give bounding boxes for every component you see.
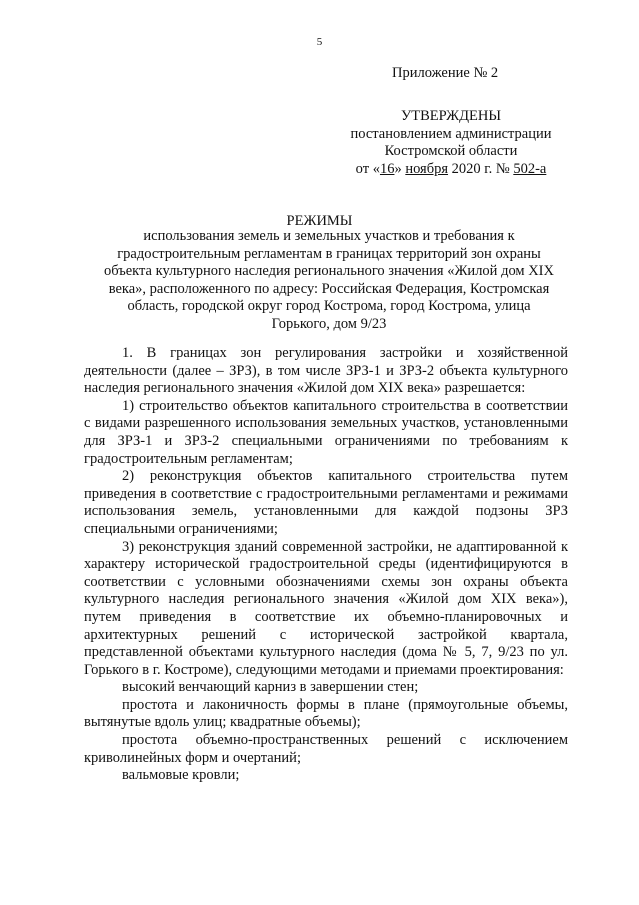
date-prefix: от «	[355, 160, 380, 177]
paragraph: 2) реконструкция объектов капитального строительства путем приведения в соответствие с градостроительными регламентами и режимами использования земель, установленными для каждой подзоны ЗРЗ специальными ограничениями;	[84, 468, 568, 537]
paragraph: вальмовые кровли;	[122, 767, 240, 784]
paragraph: 1. В границах зон регулирования застройки и хозяйственной деятельности (далее – ЗРЗ), в том числе ЗРЗ-1 и ЗРЗ-2 объекта культурного наследия регионального значения «Жилой дом XIX века» разрешается:	[84, 345, 568, 397]
approval-line-1: постановлением администрации	[350, 125, 552, 142]
date-year: 2020 г. №	[448, 160, 514, 177]
paragraph: 1) строительство объектов капитального строительства в соответствии с видами разрешенного использования земельных участков, установленными для ЗРЗ-1 и ЗРЗ-2 специальными ограничениями по требованиям к градостроительным регламентам;	[84, 397, 568, 467]
document-title: РЕЖИМЫ	[286, 213, 353, 229]
document-body	[84, 345, 568, 785]
date-mid: »	[394, 160, 406, 177]
approval-line-2: Костромской области	[384, 143, 518, 159]
date-day: 16	[379, 160, 395, 177]
decree-number: 502-а	[513, 160, 547, 177]
paragraph: простота объемно-пространственных решений с исключением криволинейных форм и очертаний;	[84, 732, 568, 766]
paragraph: простота и лаконичность формы в плане (прямоугольные объемы, вытянутые вдоль улиц; квадратные объемы);	[84, 696, 568, 731]
approval-block	[318, 108, 584, 178]
approval-date-line	[318, 161, 584, 179]
approval-heading: УТВЕРЖДЕНЫ	[400, 108, 502, 124]
date-month: ноября	[405, 160, 449, 177]
page-number: 5	[316, 36, 323, 48]
document-subtitle: использования земель и земельных участков и требования к градостроительным регламентам в границах территорий зон охраны объекта культурного наследия регионального значения «Жилой дом XIX века», расположенного по адресу: Российская Федерация, Костромская область, городской округ город Кострома, город Кострома, улица Горького, дом 9/23	[103, 228, 554, 332]
paragraph: высокий венчающий карниз в завершении стен;	[122, 679, 419, 696]
paragraph: 3) реконструкция зданий современной застройки, не адаптированной к характеру исторической градостроительной среды (идентифицируются в соответствии с условными обозначениями схемы зон охраны объекта культурного наследия регионального значения «Жилой дом XIX века»), путем приведения в соответствие их объемно-планировочных и архитектурных решений с исторической застройкой квартала, представленной объектами культурного наследия (дома № 5, 7, 9/23 по ул. Горького в г. Костроме), следующими методами и приемами проектирования:	[84, 538, 568, 678]
appendix-label: Приложение № 2	[392, 65, 499, 81]
